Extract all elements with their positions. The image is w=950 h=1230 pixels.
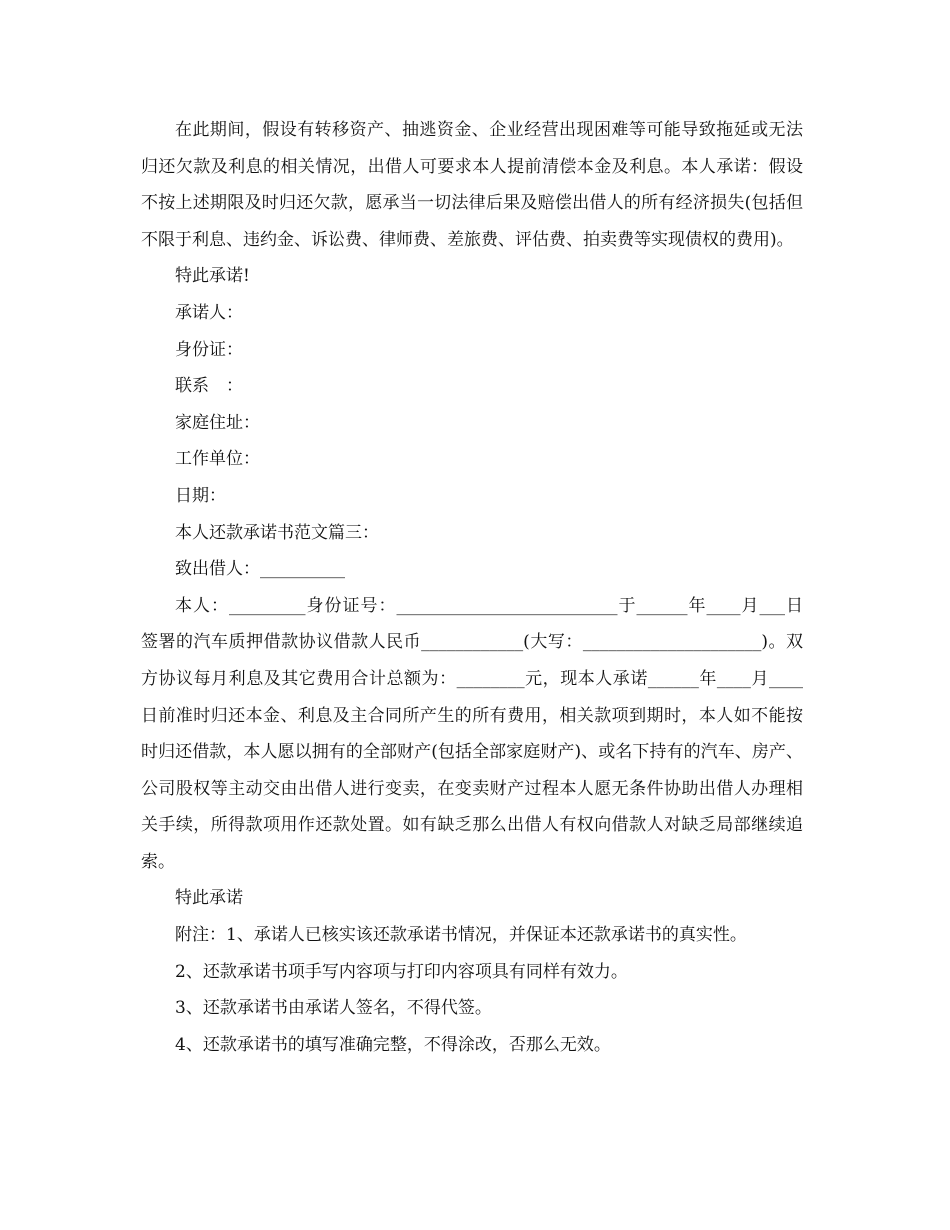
note-item-1: 附注：1、承诺人已核实该还款承诺书情况，并保证本还款承诺书的真实性。: [175, 925, 747, 946]
paragraph-loan-commitment: 本人：_________身份证号：__________________________于______年____月___日签署的汽车质押借款协议借款人民币____________(大写：_____________________)。双方协议每月利息及其它费用合计总额为：________元，现本人承诺______年____月____日前准时归还本金、利息及主合同所产生的所有费用，相关款项到期时，本人如不能按时归还借款，本人愿以拥有的全部财产(包括全部家庭财产)、或名下持有的汽车、房产、公司股权等主动交由出借人进行变卖，在变卖财产过程本人愿无条件协助出借人办理相关手续，所得款项用作还款处置。如有缺乏那么出借人有权向借款人对缺乏局部继续追索。: [141, 595, 803, 872]
paragraph-closing-pledge: 特此承诺!: [175, 266, 250, 287]
field-date: 日期：: [175, 485, 226, 506]
note-item-2: 2、还款承诺书项手写内容项与打印内容项具有同样有效力。: [175, 961, 628, 982]
paragraph-default-clause: 在此期间，假设有转移资产、抽逃资金、企业经营出现困难等可能导致拖延或无法归还欠款及利息的相关情况，出借人可要求本人提前清偿本金及利息。本人承诺：假设不按上述期限及时归还欠款，愿承当一切法律后果及赔偿出借人的所有经济损失(包括但不限于利息、违约金、诉讼费、律师费、差旅费、评估费、拍卖费等实现债权的费用)。: [141, 120, 803, 250]
field-promisor: 承诺人：: [175, 302, 243, 323]
field-work-unit: 工作单位：: [175, 449, 260, 470]
document-body: [141, 112, 803, 1063]
paragraph-closing-pledge-2: 特此承诺: [175, 888, 243, 909]
field-contact: 联系 ：: [175, 376, 243, 397]
section-heading: 本人还款承诺书范文篇三：: [175, 522, 379, 543]
note-item-3: 3、还款承诺书由承诺人签名，不得代签。: [175, 998, 492, 1019]
field-home-address: 家庭住址：: [175, 412, 260, 433]
note-item-4: 4、还款承诺书的填写准确完整，不得涂改，否那么无效。: [175, 1034, 611, 1055]
field-addressee: 致出借人：__________: [175, 559, 345, 580]
field-id-card: 身份证：: [175, 339, 243, 360]
